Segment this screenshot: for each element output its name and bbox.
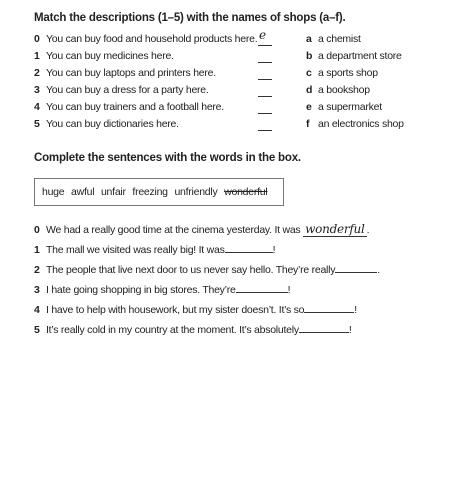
answer-blank[interactable] — [225, 242, 273, 253]
answer-blank-0 — [258, 45, 272, 46]
answer-blank-2[interactable] — [258, 79, 272, 80]
exercise2-title: Complete the sentences with the words in the box. — [34, 152, 301, 164]
list-item: 0 You can buy food and household products here. — [34, 33, 258, 45]
list-item: e a supermarket — [306, 101, 382, 113]
list-item: 4 You can buy trainers and a football here. — [34, 101, 224, 113]
list-item: b a department store — [306, 50, 402, 62]
list-item: a a chemist — [306, 33, 361, 45]
answer-field[interactable]: e — [259, 28, 267, 42]
list-item: 1 The mall we visited was really big! It was ! — [34, 244, 276, 256]
answer-blank-4[interactable] — [258, 113, 272, 114]
list-item: 2 You can buy laptops and printers here. — [34, 67, 216, 79]
word-option: unfriendly — [174, 186, 218, 198]
word-option: unfair — [100, 186, 126, 198]
word-box-words — [42, 186, 271, 198]
list-item: 5 It’s really cold in my country at the moment. It’s absolutely ! — [34, 324, 352, 336]
answer-blank[interactable] — [236, 282, 288, 293]
list-item: c a sports shop — [306, 67, 378, 79]
exercise1-title: Match the descriptions (1–5) with the names of shops (a–f). — [34, 12, 346, 24]
word-option: awful — [71, 186, 95, 198]
list-item: f an electronics shop — [306, 118, 404, 130]
answer-blank[interactable] — [299, 322, 349, 333]
answer-blank-1[interactable] — [258, 62, 272, 63]
list-item: 4 I have to help with housework, but my sister doesn’t. It’s so ! — [34, 304, 357, 316]
answer-blank-5[interactable] — [258, 130, 272, 131]
list-item: d a bookshop — [306, 84, 370, 96]
answer-blank-3[interactable] — [258, 96, 272, 97]
list-item: 3 You can buy a dress for a party here. — [34, 84, 209, 96]
list-item: 2 The people that live next door to us never say hello. They’re really . — [34, 264, 380, 276]
word-box — [34, 178, 284, 206]
word-option-used: wonderful — [224, 186, 268, 198]
word-option: huge — [42, 186, 65, 198]
list-item: 3 I hate going shopping in big stores. They’re ! — [34, 284, 291, 296]
list-item: 1 You can buy medicines here. — [34, 50, 174, 62]
answer-field[interactable]: wonderful — [305, 222, 365, 236]
list-item: 5 You can buy dictionaries here. — [34, 118, 179, 130]
list-item: 0 We had a really good time at the cinema yesterday. It was wonderful . — [34, 222, 370, 236]
word-option: freezing — [132, 186, 168, 198]
answer-blank[interactable] — [335, 262, 377, 273]
answer-blank[interactable] — [304, 302, 354, 313]
